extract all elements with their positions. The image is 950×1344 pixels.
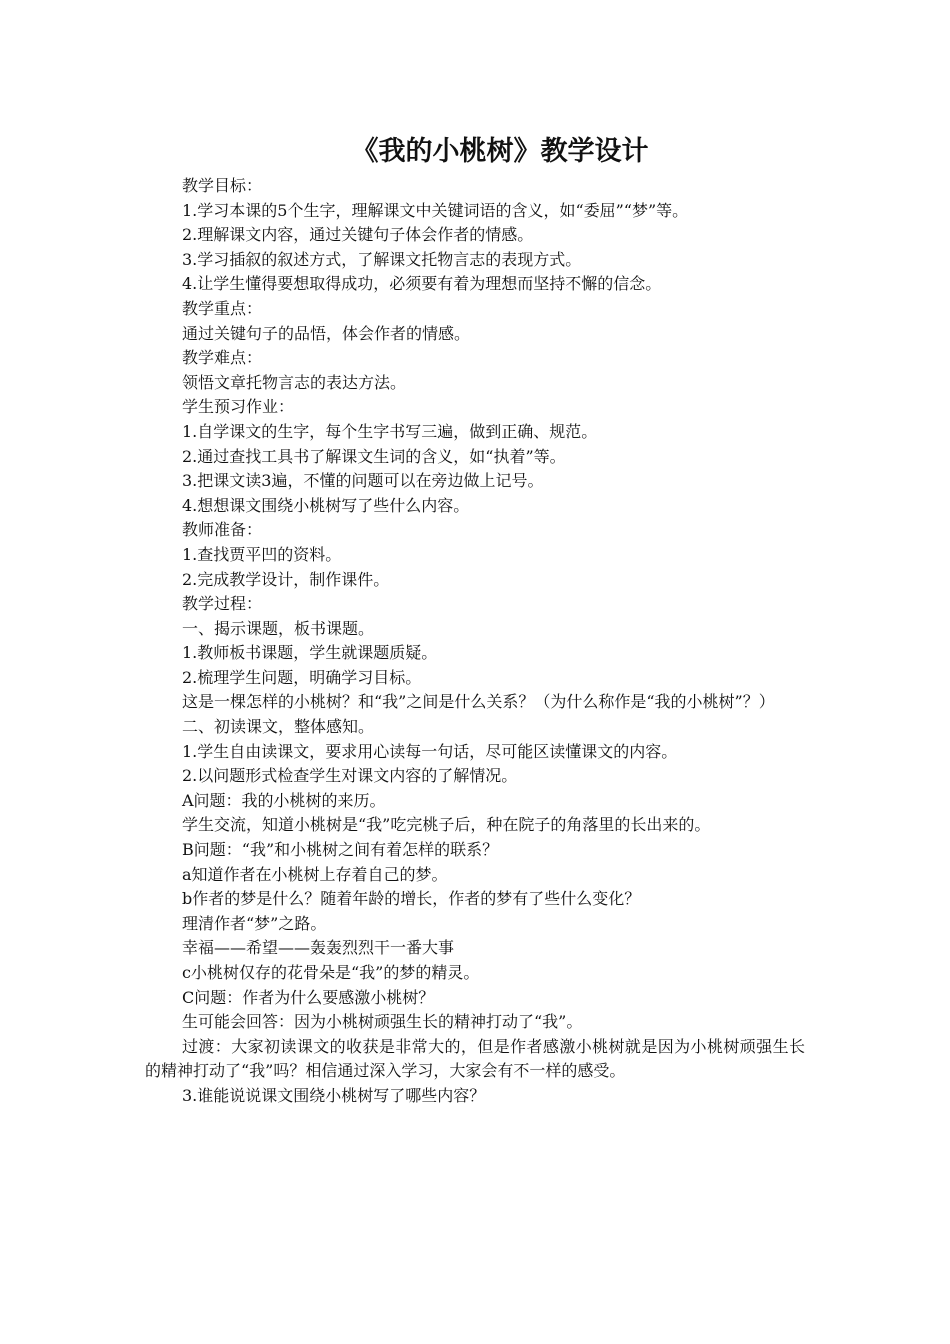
paragraph: 二、初读课文，整体感知。 bbox=[182, 717, 375, 737]
paragraph: 3.学习插叙的叙述方式，了解课文托物言志的表现方式。 bbox=[182, 249, 582, 269]
paragraph: 2.理解课文内容，通过关键句子体会作者的情感。 bbox=[182, 225, 534, 245]
paragraph: a知道作者在小桃树上存着自己的梦。 bbox=[182, 864, 448, 884]
paragraph: 学生预习作业： bbox=[182, 397, 295, 417]
document-body bbox=[145, 132, 805, 1109]
paragraph: 一、揭示课题，板书课题。 bbox=[182, 618, 375, 638]
paragraph: 1.学习本课的5个生字，理解课文中关键词语的含义，如“委屈”“梦”等。 bbox=[182, 200, 689, 220]
paragraph: 理清作者“梦”之路。 bbox=[182, 913, 327, 933]
paragraph: 2.通过查找工具书了解课文生词的含义，如“执着”等。 bbox=[182, 446, 566, 466]
paragraph: 1.自学课文的生字，每个生字书写三遍，做到正确、规范。 bbox=[182, 421, 598, 441]
paragraph: 教学难点： bbox=[182, 348, 263, 368]
paragraph: 3.谁能说说课文围绕小桃树写了哪些内容？ bbox=[182, 1085, 486, 1105]
paragraph: 1.查找贾平凹的资料。 bbox=[182, 544, 342, 564]
paragraph: 领悟文章托物言志的表达方法。 bbox=[182, 372, 407, 392]
paragraph: B问题：“我”和小桃树之间有着怎样的联系？ bbox=[182, 840, 499, 860]
paragraph: b作者的梦是什么？随着年龄的增长，作者的梦有了些什么变化？ bbox=[182, 889, 641, 909]
paragraph: 2.梳理学生问题，明确学习目标。 bbox=[182, 667, 422, 687]
paragraph: 2.完成教学设计，制作课件。 bbox=[182, 569, 390, 589]
paragraph: 教师准备： bbox=[182, 520, 263, 540]
paragraph: A问题：我的小桃树的来历。 bbox=[182, 790, 386, 810]
paragraph: 幸福——希望——轰轰烈烈干一番大事 bbox=[182, 938, 455, 958]
paragraph: 教学过程： bbox=[182, 594, 263, 614]
paragraph: c小桃树仅存的花骨朵是“我”的梦的精灵。 bbox=[182, 963, 480, 982]
paragraph: 教学目标： bbox=[182, 176, 263, 195]
paragraph: 2.以问题形式检查学生对课文内容的了解情况。 bbox=[182, 766, 518, 786]
paragraph: 生可能会回答：因为小桃树顽强生长的精神打动了“我”。 bbox=[182, 1012, 583, 1032]
paragraph: 1.学生自由读课文，要求用心读每一句话，尽可能区读懂课文的内容。 bbox=[182, 741, 678, 761]
paragraph: 学生交流，知道小桃树是“我”吃完桃子后，种在院子的角落里的长出来的。 bbox=[182, 815, 711, 835]
paragraph: 4.想想课文围绕小桃树写了些什么内容。 bbox=[182, 495, 470, 515]
paragraph: 过渡：大家初读课文的收获是非常大的，但是作者感激小桃树就是因为小桃树顽强生长的精神打动了“我”吗？相信通过深入学习，大家会有不一样的感受。 bbox=[145, 1036, 805, 1081]
paragraph: C问题：作者为什么要感激小桃树？ bbox=[182, 987, 435, 1007]
paragraph: 这是一棵怎样的小桃树？和“我”之间是什么关系？（为什么称作是“我的小桃树”？） bbox=[182, 692, 775, 712]
paragraph: 4.让学生懂得要想取得成功，必须要有着为理想而坚持不懈的信念。 bbox=[182, 274, 662, 294]
paragraph: 3.把课文读3遍，不懂的问题可以在旁边做上记号。 bbox=[182, 471, 544, 491]
paragraph: 通过关键句子的品悟，体会作者的情感。 bbox=[182, 323, 471, 343]
document-title: 《我的小桃树》教学设计 bbox=[351, 136, 649, 167]
paragraph: 教学重点： bbox=[182, 298, 263, 318]
paragraph: 1.教师板书课题，学生就课题质疑。 bbox=[182, 643, 438, 663]
